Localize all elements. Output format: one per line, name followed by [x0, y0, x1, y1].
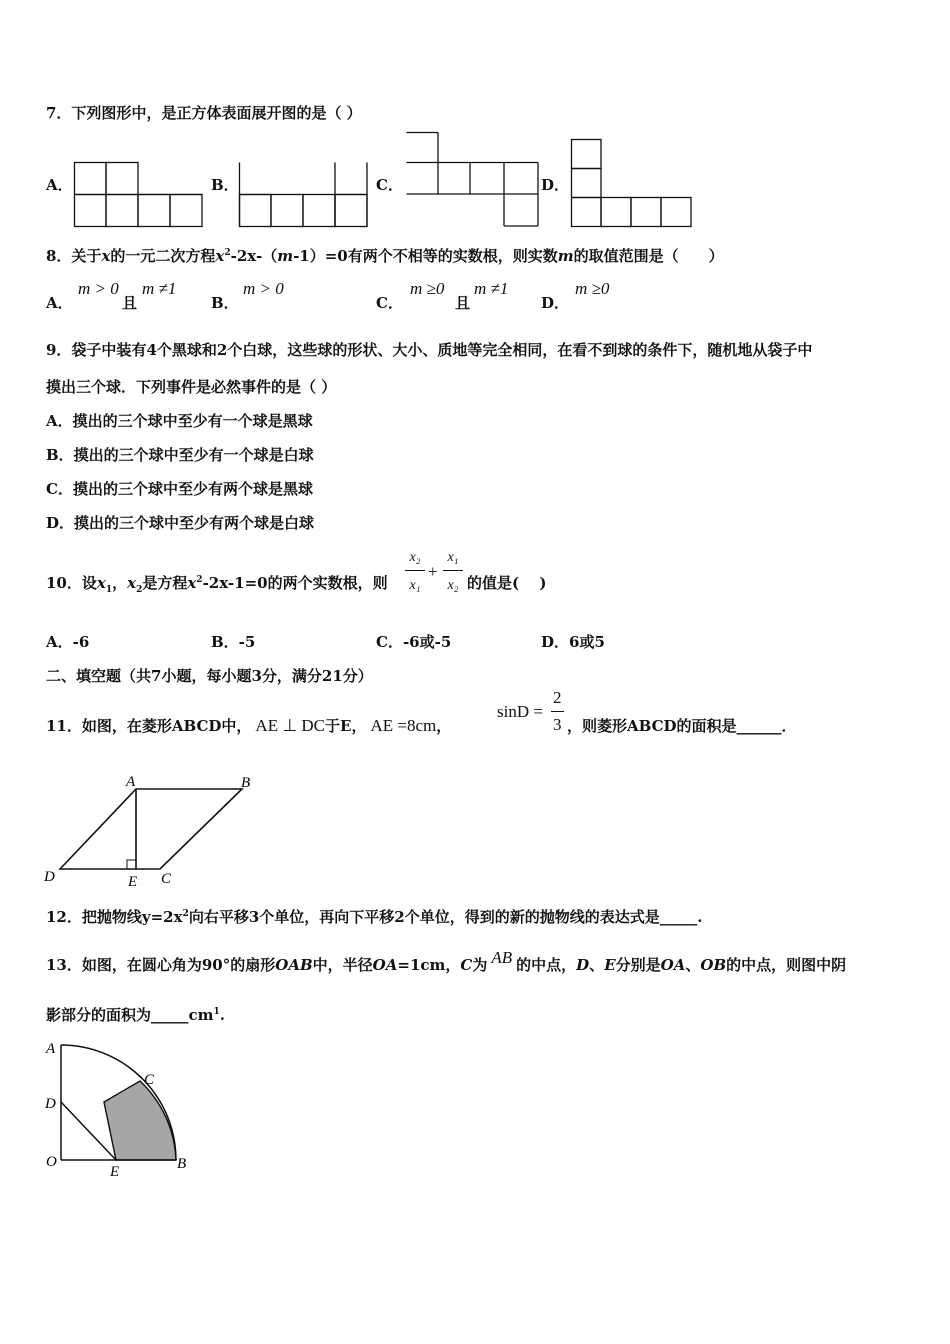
label-b: B: [241, 775, 251, 791]
q11-sin-denominator: 3: [553, 715, 562, 734]
q11-sin-label: sinD =: [497, 702, 543, 721]
q11-rhombus-figure: [42, 772, 262, 890]
q13-sector-figure: [42, 1040, 202, 1180]
label-c: C: [161, 871, 172, 887]
label-c: C: [144, 1072, 155, 1088]
right-angle-mark: [127, 860, 136, 869]
q10-option-b[interactable]: B．-5: [211, 633, 256, 651]
label-o: O: [46, 1154, 57, 1170]
q9-stem-line-2: 摸出三个球．下列事件是必然事件的是（ ）: [46, 378, 337, 396]
q8-option-b-label[interactable]: B．: [211, 294, 239, 312]
label-a: A: [46, 1041, 56, 1057]
q10-frac1-denominator: x₁: [409, 578, 421, 593]
q8-stem: 8．关于x的一元二次方程$x^2-2x-(m-1)=0$有两个不相等的实数根，则实数m的取值范围是（ ）: [46, 247, 724, 265]
q13-arc-ab: AB: [491, 948, 513, 967]
q8-option-a-math-1: m > 0: [78, 279, 119, 298]
q8-option-a-label[interactable]: A．: [46, 294, 73, 312]
q9-option-b[interactable]: B．摸出的三个球中至少有一个球是白球: [46, 446, 314, 464]
q8-option-a-and: 且: [122, 294, 138, 312]
q10-option-d[interactable]: D．6或5: [541, 633, 605, 651]
q8-option-b-math: m > 0: [243, 279, 284, 298]
q10-stem-end: 的值是( ): [467, 574, 547, 592]
q9-option-c[interactable]: C．摸出的三个球中至少有两个球是黑球: [46, 480, 313, 498]
q10-frac2-bar: [443, 570, 463, 571]
q8-option-c-math-1: m ≥0: [410, 279, 445, 298]
q7-net-d: [571, 139, 693, 229]
q9-option-a[interactable]: A．摸出的三个球中至少有一个球是黑球: [46, 412, 313, 430]
q12-stem: 12．把抛物线$y=2x^2$向右平移3个单位，再向下平移2个单位，得到的新的抛物线的表达式是_____.: [46, 908, 703, 926]
q7-option-a-label[interactable]: A．: [46, 176, 73, 194]
q10-option-c[interactable]: C．-6或-5: [376, 633, 452, 651]
q10-option-a[interactable]: A．-6: [46, 633, 90, 651]
q7-net-c: [406, 132, 540, 228]
q13-stem-line-2: 影部分的面积为$\_\_\_\_\_cm^1$.: [46, 1006, 226, 1024]
q10-plus: +: [428, 562, 438, 581]
q11-sin-numerator: 2: [553, 688, 562, 707]
q7-option-b-label[interactable]: B．: [211, 176, 239, 194]
q9-option-d[interactable]: D．摸出的三个球中至少有两个球是白球: [46, 514, 315, 532]
q7-net-b: [239, 162, 369, 228]
q10-frac2-numerator: x₁: [447, 550, 459, 565]
label-b: B: [177, 1156, 187, 1172]
shaded-region: [104, 1081, 176, 1160]
q10-stem: 10．设$x_1$，$x_2$是方程$x^2-2x-1=0$的两个实数根，则: [46, 574, 388, 595]
label-e: E: [128, 874, 138, 890]
label-d: D: [45, 1096, 56, 1112]
label-e: E: [110, 1164, 120, 1180]
rhombus-abcd: [60, 789, 242, 869]
section-2-heading: 二、填空题（共7小题，每小题3分，满分21分）: [46, 667, 373, 685]
q11-sin-bar: [551, 711, 564, 712]
q8-option-c-label[interactable]: C．: [376, 294, 403, 312]
q7-stem: 7．下列图形中，是正方体表面展开图的是（ ）: [46, 104, 362, 122]
q10-frac2-denominator: x₂: [447, 578, 459, 593]
q8-option-d-math: m ≥0: [575, 279, 610, 298]
label-a: A: [126, 774, 136, 790]
label-d: D: [44, 869, 55, 885]
q10-frac1-bar: [405, 570, 425, 571]
q13-stem-line-1: 13．如图，在圆心角为90°的扇形OAB中，半径OA=1cm，C为 AB 的中点，D、E分别是OA、OB的中点，则图中阴: [46, 948, 847, 974]
q10-frac1-numerator: x₂: [409, 550, 421, 565]
q8-option-a-math-2: m ≠1: [142, 279, 177, 298]
q7-option-d-label[interactable]: D．: [541, 176, 570, 194]
q11-stem-end: ，则菱形ABCD的面积是______．: [567, 717, 797, 735]
q7-net-a: [74, 162, 204, 228]
q9-stem-line-1: 9．袋子中装有4个黑球和2个白球，这些球的形状、大小、质地等完全相同，在看不到球的条件下，随机地从袋子中: [46, 341, 813, 359]
q8-option-c-and: 且: [455, 294, 471, 312]
q8-option-d-label[interactable]: D．: [541, 294, 570, 312]
q8-option-c-math-2: m ≠1: [474, 279, 509, 298]
q11-stem: 11．如图，在菱形ABCD中， AE ⊥ DC于E， AE =8cm，: [46, 716, 452, 735]
q7-option-c-label[interactable]: C．: [376, 176, 403, 194]
